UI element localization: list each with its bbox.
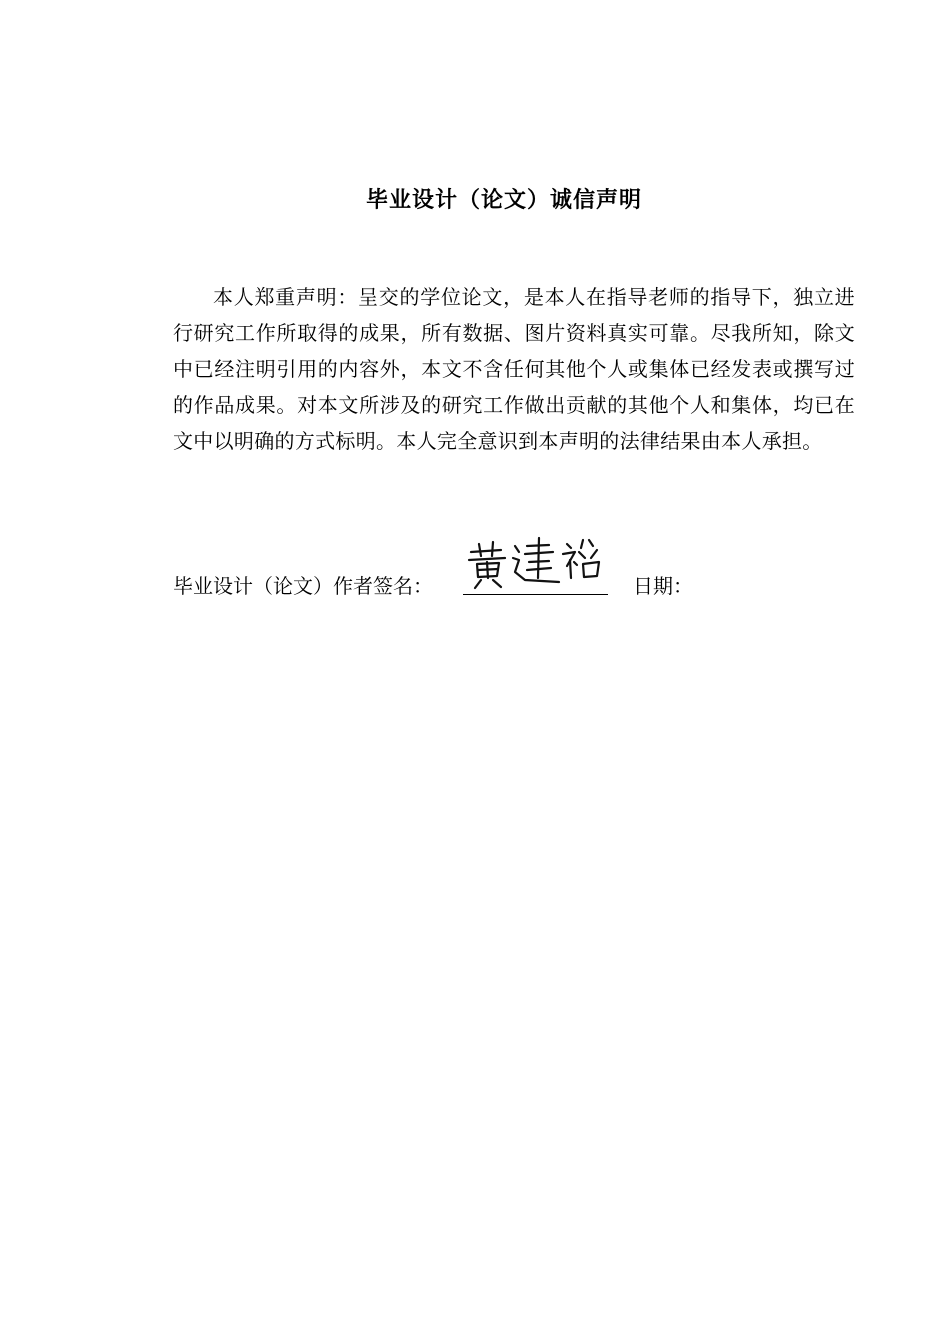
signature-label: 毕业设计（论文）作者签名： — [173, 574, 433, 598]
signature-underline — [463, 594, 608, 595]
page-title: 毕业设计（论文）诚信声明 — [365, 188, 642, 213]
signature-row — [173, 568, 873, 604]
date-label: 日期： — [633, 574, 693, 598]
handwritten-signature — [463, 532, 608, 596]
declaration-body: 本人郑重声明：呈交的学位论文，是本人在指导老师的指导下，独立进行研究工作所取得的成果，所有数据、图片资料真实可靠。尽我所知，除文中已经注明引用的内容外，本文不含任何其他个人或集体已经发表或撰写过的作品成果。对本文所涉及的研究工作做出贡献的其他个人和集体，均已在文中以明确的方式标明。本人完全意识到本声明的法律结果由本人承担。 — [173, 285, 855, 453]
